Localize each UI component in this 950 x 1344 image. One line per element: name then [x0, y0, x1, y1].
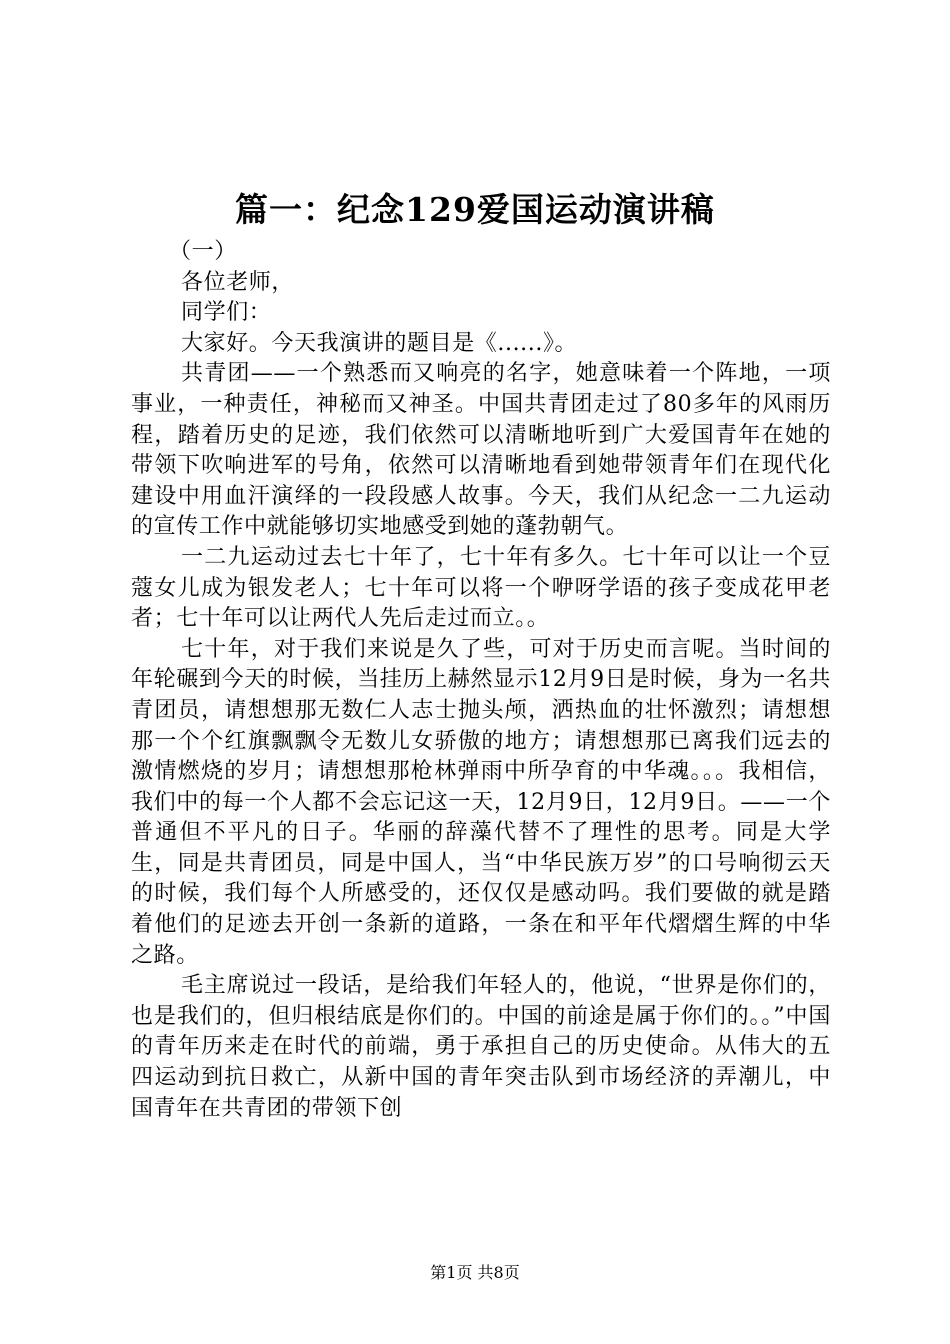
document-body — [131, 237, 831, 1124]
salutation-students: 同学们： — [181, 300, 272, 326]
section-marker: （一） — [169, 239, 237, 264]
document-title: 篇一：纪念129爱国运动演讲稿 — [235, 190, 715, 229]
paragraph-history: 七十年，对于我们来说是久了些，可对于历史而言呢。当时间的年轮碾到今天的时候，当挂历上赫然显示12月9日是时候，身为一名共青团员，请想想那无数仁人志士抛头颅，洒热血的壮怀激烈；请想想那一个个红旗飘飘令无数儿女骄傲的地方；请想想那已离我们远去的激情燃烧的岁月；请想想那枪林弹雨中所孕育的中华魂。。。我相信，我们中的每一个人都不会忘记这一天，12月9日，12月9日。——一个普通但不平凡的日子。华丽的辞藻代替不了理性的思考。同是大学生，同是共青团员，同是中国人，当“中华民族万岁”的口号响彻云天的时候，我们每个人所感受的，还仅仅是感动吗。我们要做的就是踏着他们的足迹去开创一条新的道路，一条在和平年代熠熠生辉的中华之路。 — [131, 636, 831, 968]
paragraph-greeting: 大家好。今天我演讲的题目是《......》。 — [181, 330, 578, 356]
paragraph-seventy-years: 一二九运动过去七十年了，七十年有多久。七十年可以让一个豆蔻女儿成为银发老人；七十年可以将一个咿呀学语的孩子变成花甲老者；七十年可以让两代人先后走过而立。。 — [131, 544, 831, 632]
page-number-footer: 第1页 共8页 — [430, 1263, 520, 1282]
paragraph-chairman-mao: 毛主席说过一段话，是给我们年轻人的，他说，“世界是你们的，也是我们的，但归根结底是你们的。中国的前途是属于你们的。。”中国的青年历来走在时代的前端，勇于承担自己的历史使命。从伟大的五四运动到抗日救亡，从新中国的青年突击队到市场经济的弄潮儿，中国青年在共青团的带领下创 — [131, 973, 831, 1121]
paragraph-youth-league: 共青团——一个熟悉而又响亮的名字，她意味着一个阵地，一项事业，一种责任，神秘而又神圣。中国共青团走过了80多年的风雨历程，踏着历史的足迹，我们依然可以清晰地听到广大爱国青年在她的带领下吹响进军的号角，依然可以清晰地看到她带领青年们在现代化建设中用血汗演绎的一段段感人故事。今天，我们从纪念一二九运动的宣传工作中就能够切实地感受到她的蓬勃朝气。 — [131, 361, 831, 540]
salutation-teachers: 各位老师， — [181, 269, 295, 295]
